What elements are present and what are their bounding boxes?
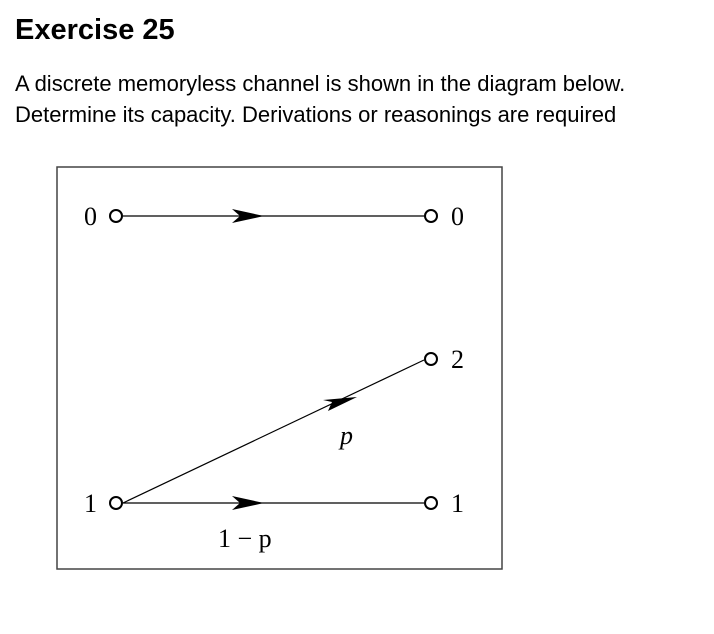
input-label-0: 0 (84, 202, 97, 231)
problem-line-1: A discrete memoryless channel is shown in the diagram below. (15, 71, 626, 96)
arrowhead-1-to-2 (323, 397, 357, 411)
problem-line-2: Determine its capacity. Derivations or reasonings are required (15, 102, 617, 127)
output-label-2: 2 (451, 345, 464, 374)
input-node-1 (110, 497, 122, 509)
transition-label-p: p (340, 421, 353, 450)
transition-line-1-to-2 (123, 360, 424, 503)
input-node-0 (110, 210, 122, 222)
input-label-1: 1 (84, 489, 97, 518)
exercise-title: Exercise 25 (15, 14, 175, 46)
output-label-1: 1 (451, 489, 464, 518)
transition-label-1-minus-p: 1 − p (218, 524, 272, 553)
output-node-1 (425, 497, 437, 509)
output-node-2 (425, 353, 437, 365)
output-label-0: 0 (451, 202, 464, 231)
diagram-frame (57, 167, 502, 569)
output-node-0 (425, 210, 437, 222)
